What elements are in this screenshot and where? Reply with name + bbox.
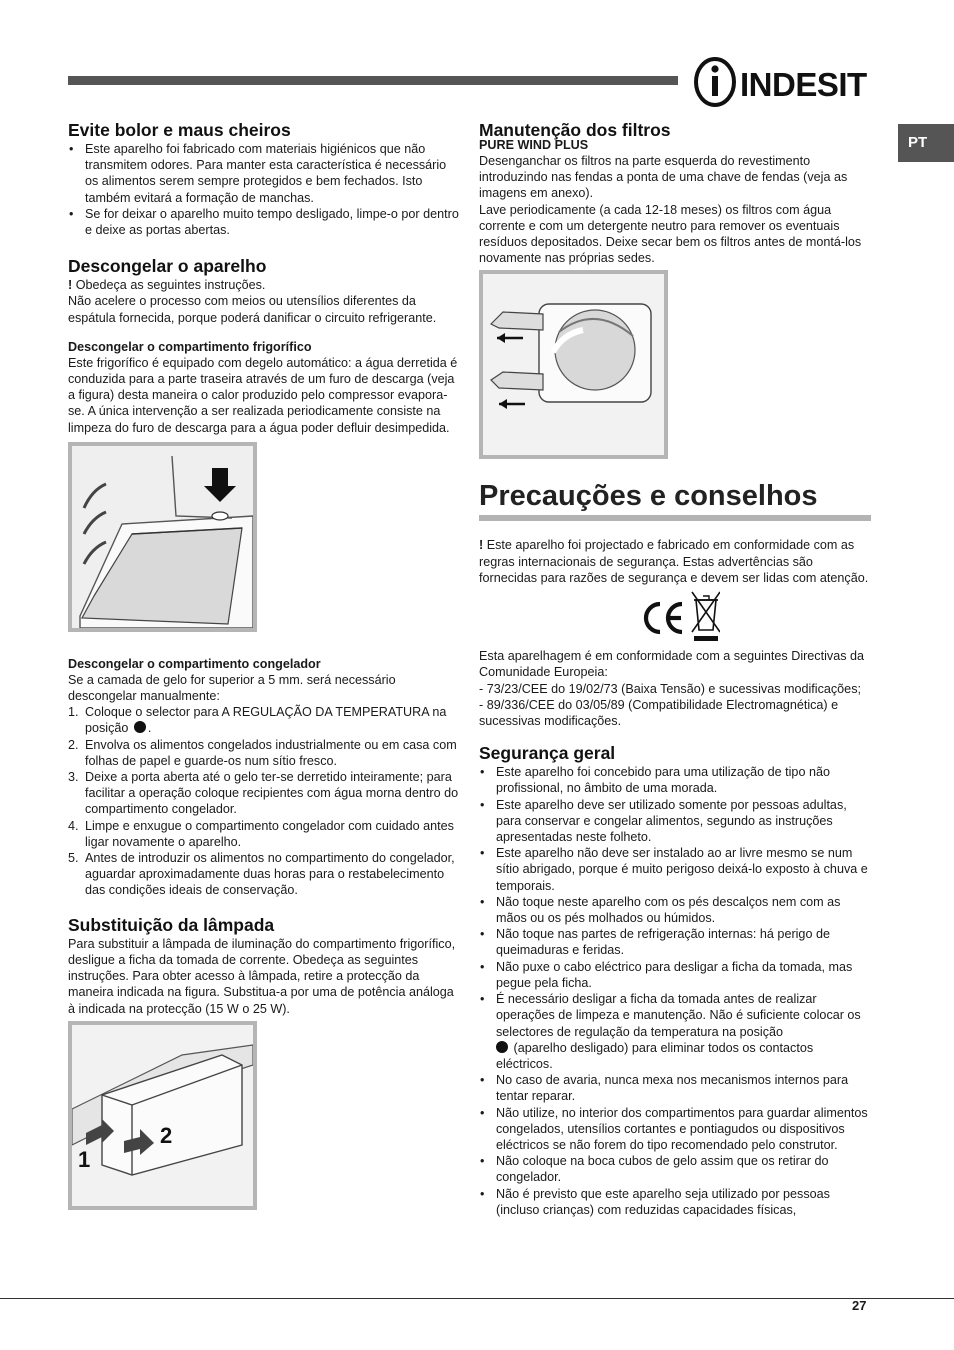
subsection-title: Descongelar o compartimento frigorífico — [68, 339, 312, 354]
list-item — [68, 737, 460, 769]
item-text: Limpe e enxugue o compartimento congelador com cuidado antes ligar novamente o aparelho. — [85, 818, 454, 849]
list-item: • Não toque nas partes de refrigeração internas: há perigo de queimaduras e feridas. — [479, 926, 871, 958]
paragraph: - 89/336/CEE do 03/05/89 (Compatibilidade Electromagnética) e sucessivas modificações. — [479, 697, 839, 729]
list-item: • Este aparelho foi concebido para uma utilização de tipo não profissional, no âmbito de uma morada. — [479, 764, 871, 796]
section-title: Substituição da lâmpada — [68, 914, 275, 935]
paragraph: Esta aparelhagem é em conformidade com a seguintes Directivas da Comunidade Europeia: — [479, 649, 865, 680]
item-number: 4. — [68, 818, 79, 833]
indesit-logo — [694, 56, 870, 108]
paragraph: Não acelere o processo com meios ou utensílios diferentes da espátula fornecida, porque poderá danificar o circuito refrigerante. — [68, 294, 437, 325]
section-title: Descongelar o aparelho — [68, 256, 267, 277]
figure-label: 2 — [160, 1122, 173, 1148]
section-title: Segurança geral — [479, 743, 616, 764]
item-text: . — [147, 721, 152, 736]
page-number: 27 — [852, 1298, 867, 1313]
list-item — [68, 818, 460, 850]
list-item — [68, 850, 460, 899]
item-text: Coloque o selector para A REGULAÇÃO DA TEMPERATURA na posição — [85, 705, 447, 736]
list-item: • No caso de avaria, nunca mexa nos mecanismos internos para tentar reparar. — [479, 1072, 871, 1104]
filter-figure — [479, 270, 668, 459]
item-number: 2. — [68, 737, 79, 752]
list-item: • Este aparelho não deve ser instalado ao ar livre mesmo se num sítio abrigado, porque é muito perigoso deixá-lo exposto à chuva e temporais. — [479, 845, 871, 894]
figure-label: 1 — [78, 1146, 91, 1172]
list-item: • Não é previsto que este aparelho seja utilizado por pessoas (incluso crianças) com reduzidas capacidades físicas, — [479, 1186, 871, 1218]
ce-mark-icon — [630, 588, 720, 644]
item-number: 1. — [68, 705, 79, 720]
bullet-list — [68, 141, 460, 238]
language-tab: PT — [898, 124, 954, 162]
bullet-list — [479, 764, 871, 1218]
off-position-icon — [496, 1041, 508, 1053]
list-item: • Este aparelho foi fabricado com materiais higiénicos que não transmitem odores. Para manter esta característica é necessário os alimentos serem sempre protegidos e bem fechados. Isto também evitará a formação de manchas. — [68, 141, 460, 206]
footer-rule — [0, 1298, 954, 1299]
paragraph: Desenganchar os filtros na parte esquerda do revestimento introduzindo nas fendas a ponta de uma chave de fendas (veja as imagens em anexo). — [479, 154, 848, 201]
fridge-drain-figure — [68, 442, 257, 632]
numbered-list — [68, 704, 460, 898]
page-title: Precauções e conselhos — [479, 480, 818, 513]
paragraph: Para substituir a lâmpada de iluminação do compartimento frigorífico, desligue a ficha da tomada de corrente. Obedeça as seguintes instruções. Para obter acesso à lâmpada, retire a protecção da maneira indicada na figura. Substitua-a por uma de potência análoga à indicada na protecção (15 W o 25 W). — [68, 936, 456, 1016]
right-column — [479, 120, 871, 1218]
header-rule — [68, 76, 678, 85]
item-text: Deixe a porta aberta até o gelo ter-se derretido inteiramente; para facilitar a operação coloque recipientes com água morna dentro do compartimento congelador. — [85, 770, 459, 817]
warning-line — [68, 277, 460, 293]
item-text: (aparelho desligado) para eliminar todos os contactos eléctricos. — [496, 1040, 814, 1071]
weee-bin-icon — [692, 592, 720, 641]
paragraph: Se a camada de gelo for superior a 5 mm. será necessário descongelar manualmente: — [68, 672, 396, 704]
list-item: • Não toque neste aparelho com os pés descalços nem com as mãos ou os pés molhados ou húmidos. — [479, 894, 871, 926]
paragraph: - 73/23/CEE do 19/02/73 (Baixa Tensão) e sucessivas modificações; — [479, 681, 861, 696]
item-number: 5. — [68, 851, 79, 866]
left-column — [68, 120, 460, 1220]
subsection-title: Descongelar o compartimento congelador — [68, 656, 321, 671]
list-item — [68, 704, 460, 736]
off-position-icon — [134, 721, 146, 733]
item-text: Envolva os alimentos congelados industrialmente ou em casa com folhas de papel e guarde-os num sítio fresco. — [85, 737, 457, 768]
intro-paragraph — [479, 537, 871, 586]
lamp-cover-figure — [68, 1021, 257, 1210]
conformity-marks — [479, 588, 871, 648]
intro-text: Este aparelho foi projectado e fabricado em conformidade com as regras internacionais de segurança. Estas advertências são fornecidas para razões de segurança e devem ser lidas com atenção. — [479, 538, 869, 585]
paragraph: Lave periodicamente (a cada 12-18 meses) os filtros com água corrente e com um detergente neutro para remover os eventuais resíduos depositados. Deixe secar bem os filtros antes de montá-los novamente nas próprias sedes. — [479, 202, 862, 266]
warning-text: Obedeça as seguintes instruções. — [72, 278, 266, 293]
subsection-title: PURE WIND PLUS — [479, 138, 589, 152]
list-item: • Não utilize, no interior dos compartimentos para guardar alimentos congelados, utensílios cortantes e pontiagudos ou dispositivos eléctricos se não forem do tipo recomendado pelo construtor. — [479, 1105, 871, 1154]
item-text: Antes de introduzir os alimentos no compartimento do congelador, aguardar aproximadamente duas horas para o restabelecimento das condições ideais de conservação. — [85, 851, 455, 898]
item-number: 3. — [68, 770, 79, 785]
list-item: • Se for deixar o aparelho muito tempo desligado, limpe-o por dentro e deixe as portas abertas. — [68, 206, 460, 238]
section-title: Evite bolor e maus cheiros — [68, 120, 291, 140]
item-text: É necessário desligar a ficha da tomada antes de realizar operações de limpeza e manutenção. Não é suficiente colocar os selectores de regulação da temperatura na posição — [496, 992, 861, 1039]
paragraph: Este frigorífico é equipado com degelo automático: a água derretida é conduzida para a parte traseira através de um furo de descarga (veja a figura) desta maneira o calor produzido pelo compressor evapora-se. A única intervenção a ser realizada periodicamente consiste na limpeza do furo de descarga para a água poder defluir desimpedida. — [68, 355, 458, 435]
list-item: • Não puxe o cabo eléctrico para desligar a ficha da tomada, mas pegue pela ficha. — [479, 959, 871, 991]
list-item — [479, 991, 871, 1072]
list-item: • Este aparelho deve ser utilizado somente por pessoas adultas, para conservar e congelar alimentos, segundo as instruções apresentadas neste folheto. — [479, 797, 871, 846]
title-rule — [479, 515, 871, 521]
svg-text:INDESIT: INDESIT — [740, 66, 867, 103]
list-item — [68, 769, 460, 818]
list-item: • Não coloque na boca cubos de gelo assim que os retirar do congelador. — [479, 1153, 871, 1185]
warning-mark: ! — [68, 278, 73, 293]
section-title: Manutenção dos filtros — [479, 120, 671, 140]
warning-mark: ! — [479, 538, 484, 553]
